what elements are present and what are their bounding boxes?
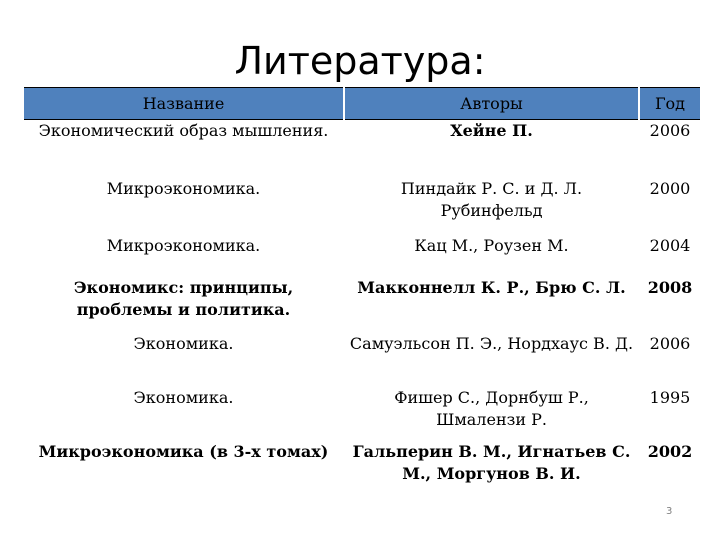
book-authors: Пиндайк Р. С. и Д. Л. Рубинфельд [344, 176, 639, 233]
table-header-row [24, 88, 700, 120]
book-year: 2008 [639, 275, 700, 331]
header-year: Год [639, 88, 700, 120]
book-title: Экономика. [133, 333, 234, 353]
book-authors: Кац М., Роузен М. [344, 233, 639, 275]
book-title: Микроэкономика. [106, 178, 261, 198]
book-title: Микроэкономика. [106, 235, 261, 255]
book-authors: Самуэльсон П. Э., Нордхаус В. Д. [344, 331, 639, 385]
book-title: Экономикс: принципы, проблемы и политика. [73, 277, 294, 319]
book-authors: Гальперин В. М., Игнатьев С. М., Моргунов В. И. [344, 439, 639, 493]
book-authors: Хейне П. [344, 120, 639, 176]
table-row [24, 385, 700, 439]
book-title: Экономика. [133, 387, 234, 407]
header-title: Название [142, 94, 225, 113]
book-year: 1995 [639, 385, 700, 439]
table-row [24, 120, 700, 176]
book-year: 2006 [639, 331, 700, 385]
table-body [24, 120, 700, 493]
book-year: 2004 [639, 233, 700, 275]
literature-table [24, 87, 700, 493]
book-year: 2006 [639, 120, 700, 176]
book-year: 2000 [639, 176, 700, 233]
slide-title: Литература: [234, 39, 486, 83]
book-year: 2002 [639, 439, 700, 493]
book-title: Экономический образ мышления. [38, 121, 329, 140]
book-authors: Фишер С., Дорнбуш Р., Шмалензи Р. [344, 385, 639, 439]
table-header [24, 88, 700, 120]
book-authors: Макконнелл К. Р., Брю С. Л. [344, 275, 639, 331]
table-row [24, 233, 700, 275]
header-authors: Авторы [344, 88, 639, 120]
table-row [24, 331, 700, 385]
book-title: Микроэкономика (в 3-х томах) [38, 441, 329, 461]
page-number: 3 [666, 506, 673, 517]
table-row [24, 176, 700, 233]
table-row [24, 275, 700, 331]
table-row [24, 439, 700, 493]
